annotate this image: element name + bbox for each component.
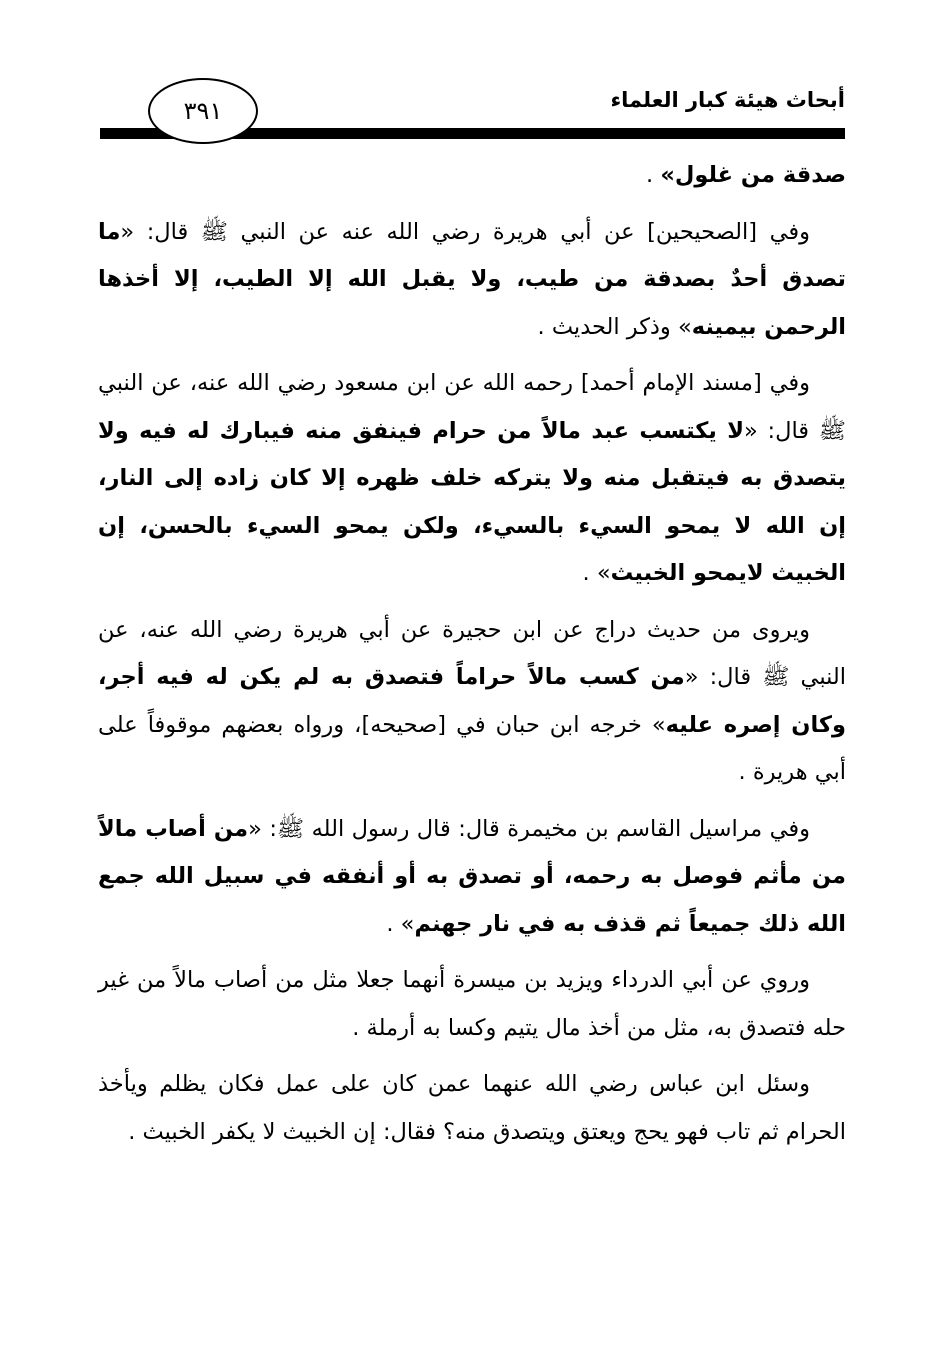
hadith-quote: صدقة من غلول» xyxy=(660,162,846,188)
hadith-quote: ما تصدق أحدٌ بصدقة من طيب، ولا يقبل الله إلا الطيب، إلا أخذها الرحمن بيمينه xyxy=(98,218,846,340)
paragraph-6 xyxy=(98,957,846,1052)
paragraph-3 xyxy=(98,360,846,598)
paragraph-text: وفي [الصحيحين] عن أبي هريرة رضي الله عنه عن النبي ﷺ قال: « xyxy=(120,218,810,245)
page-body xyxy=(98,152,846,1165)
paragraph-2 xyxy=(98,209,846,352)
paragraph-text: » خرجه ابن حبان في [صحيحه]، ورواه بعضهم موقوفاً على أبي هريرة . xyxy=(98,711,846,785)
paragraph-text: ويروى من حديث دراج عن ابن حجيرة عن أبي هريرة رضي الله عنه، عن النبي ﷺ قال: « xyxy=(98,616,846,690)
paragraph-4 xyxy=(98,607,846,797)
paragraph-text: » وذكر الحديث . xyxy=(537,313,692,340)
paragraph-text: » . xyxy=(386,910,415,937)
paragraph-5 xyxy=(98,806,846,949)
paragraph-text: » . xyxy=(582,560,611,586)
paragraph-7 xyxy=(98,1061,846,1156)
page-header xyxy=(100,70,845,160)
paragraph-1 xyxy=(98,152,846,200)
paragraph-text: وسئل ابن عباس رضي الله عنهما عمن كان على عمل فكان يظلم ويأخذ الحرام ثم تاب فهو يحج ويعتق ويتصدق منه؟ فقال: إن الخبيث لا يكفر الخبيث . xyxy=(98,1071,846,1145)
paragraph-text: وفي [مسند الإمام أحمد] رحمه الله عن ابن مسعود رضي الله عنه، عن النبي ﷺ قال: « xyxy=(98,370,846,444)
running-title: أبحاث هيئة كبار العلماء xyxy=(610,88,845,112)
paragraph-text: وروي عن أبي الدرداء ويزيد بن ميسرة أنهما جعلا مثل من أصاب مالاً من غير حله فتصدق به، مثل من أخذ مال يتيم وكسا به أرملة . xyxy=(98,967,846,1041)
hadith-quote: لا يكتسب عبد مالاً من حرام فينفق منه فيبارك له فيه ولا يتصدق به فيتقبل منه ولا يتركه خلف ظهره إلا كان زاده إلى النار، إن الله لا يمحو السيء بالسيء، ولكن يمحو السيء بالحسن، إن الخبيث لايمحو الخبيث xyxy=(98,417,846,586)
page-number-oval xyxy=(148,78,258,144)
paragraph-text: وفي مراسيل القاسم بن مخيمرة قال: قال رسول الله ﷺ: « xyxy=(248,815,811,842)
page-number: ٣٩١ xyxy=(183,97,223,125)
hadith-quote: من أصاب مالاً من مأثم فوصل به رحمه، أو تصدق به أو أنفقه في سبيل الله جمع الله ذلك جميعاً ثم قذف به في نار جهنم xyxy=(98,815,846,937)
paragraph-text: . xyxy=(646,162,661,188)
hadith-quote: من كسب مالاً حراماً فتصدق به لم يكن له فيه أجر، وكان إصره عليه xyxy=(98,664,846,738)
